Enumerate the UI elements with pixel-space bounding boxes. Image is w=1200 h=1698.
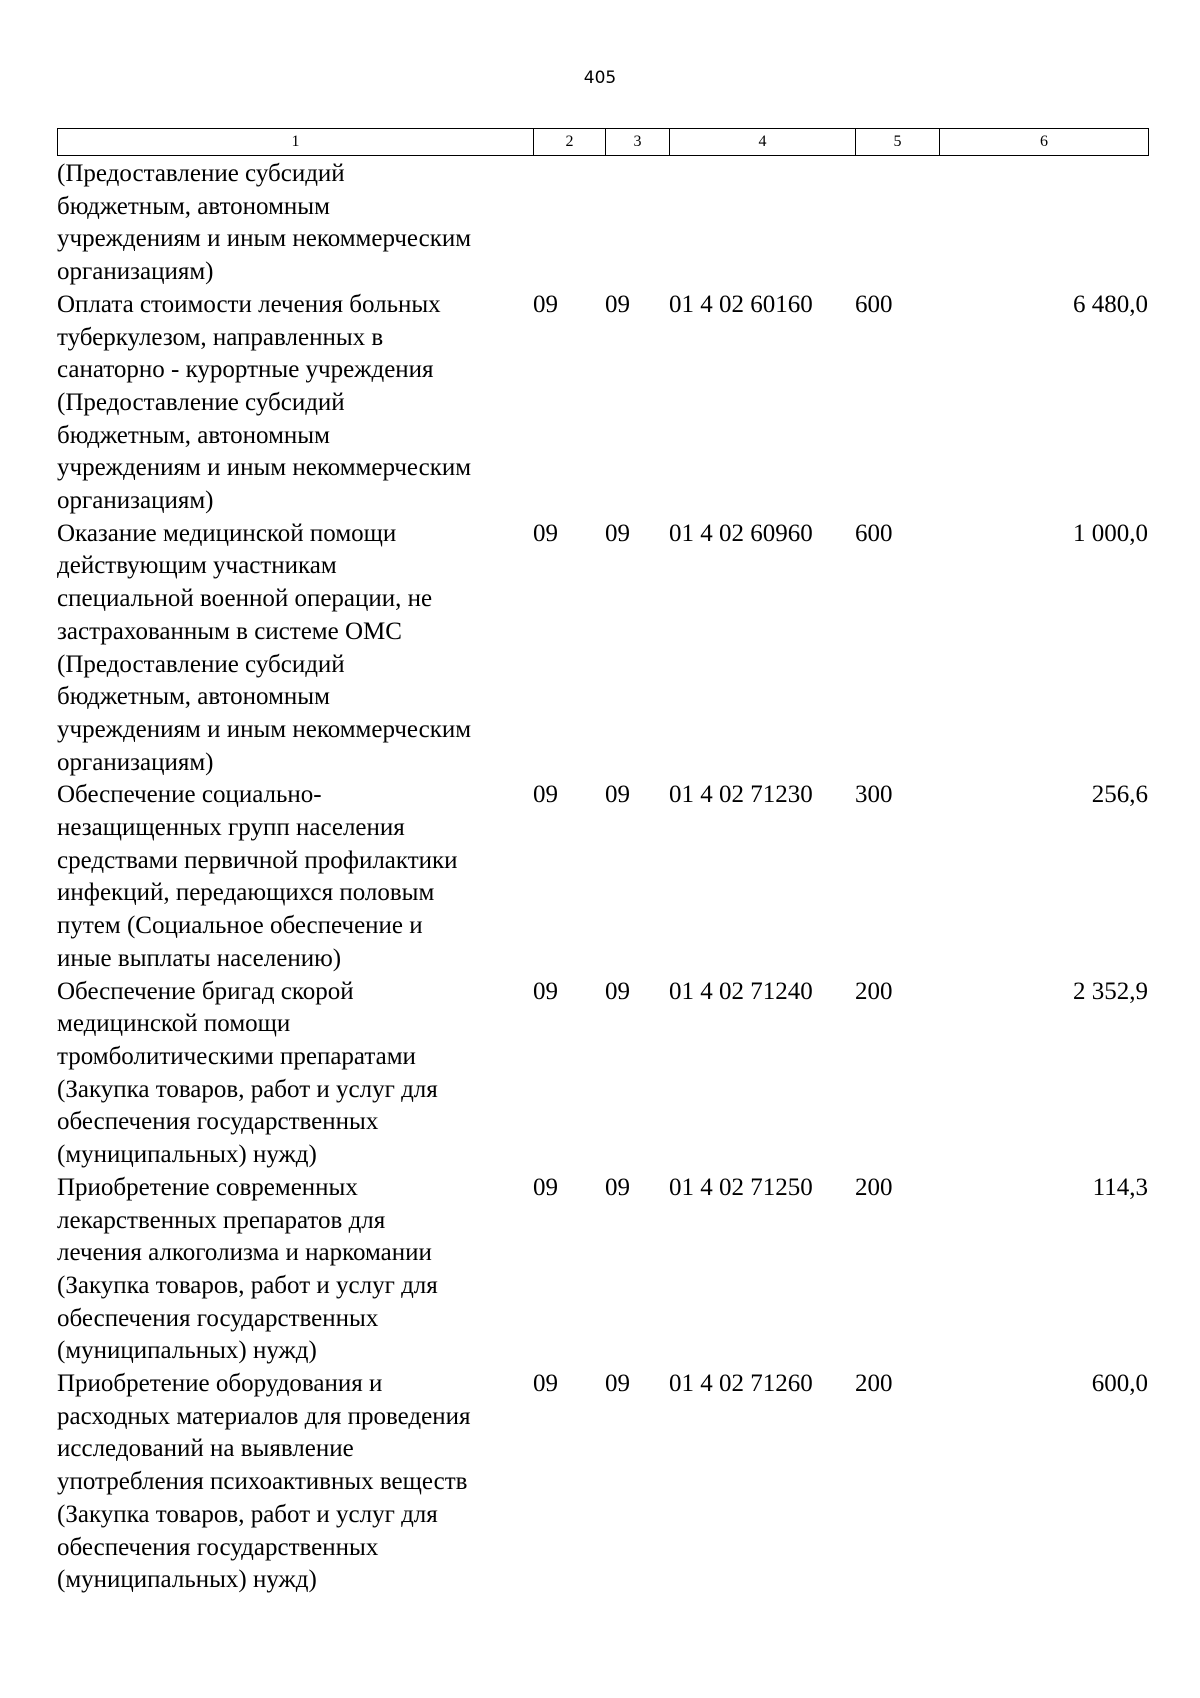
- description-line: организациям): [57, 748, 214, 776]
- expense-type-code: 600: [855, 290, 893, 318]
- row-description: [57, 518, 533, 780]
- target-article-code: 01 4 02 71260: [669, 1370, 813, 1398]
- amount: [939, 158, 1148, 289]
- column-header-5: 5: [856, 129, 940, 156]
- description-line: расходных материалов для проведения: [57, 1402, 471, 1430]
- row-description: [57, 1368, 533, 1597]
- target-article-code: 01 4 02 71240: [669, 977, 813, 1005]
- amount: 6 480,0: [1073, 290, 1148, 318]
- description-line: (Предоставление субсидий: [57, 160, 345, 187]
- subsection-code: 09: [605, 1370, 630, 1398]
- description-line: санаторно - курортные учреждения: [57, 356, 434, 384]
- description-line: иные выплаты населению): [57, 944, 342, 972]
- row-description: [57, 1172, 533, 1368]
- subsection-code: [605, 158, 669, 289]
- description-line: Обеспечение социально-: [57, 781, 322, 809]
- section-code: 09: [533, 290, 558, 318]
- row-description: [57, 976, 533, 1172]
- description-line: путем (Социальное обеспечение и: [57, 912, 423, 940]
- expense-type-code: 600: [855, 519, 893, 547]
- description-line: учреждениям и иным некоммерческим: [57, 715, 472, 743]
- description-line: Приобретение оборудования и: [57, 1370, 383, 1398]
- amount: 600,0: [1091, 1370, 1148, 1398]
- column-header-4: 4: [670, 129, 856, 156]
- description-line: Приобретение современных: [57, 1173, 358, 1201]
- section-code: 09: [533, 781, 558, 809]
- description-line: учреждениям и иным некоммерческим: [57, 454, 472, 482]
- description-line: застрахованным в системе ОМС: [57, 617, 402, 645]
- subsection-code: 09: [605, 977, 630, 1005]
- table-row: [57, 158, 1148, 289]
- table-row: [57, 1172, 1148, 1368]
- section-code: 09: [533, 519, 558, 547]
- section-code: [533, 158, 605, 289]
- description-line: лечения алкоголизма и наркомании: [57, 1239, 432, 1267]
- description-line: медицинской помощи: [57, 1010, 291, 1038]
- row-description: [57, 779, 533, 975]
- subsection-code: 09: [605, 1173, 630, 1201]
- description-line: лекарственных препаратов для: [57, 1206, 386, 1234]
- description-line: (муниципальных) нужд): [57, 1337, 317, 1365]
- description-line: обеспечения государственных: [57, 1533, 379, 1561]
- description-line: тромболитическими препаратами: [57, 1042, 416, 1070]
- column-header-row: [58, 129, 1149, 156]
- subsection-code: 09: [605, 519, 630, 547]
- expense-type-code: 300: [855, 781, 893, 809]
- row-description: [57, 158, 533, 289]
- description-line: туберкулезом, направленных в: [57, 323, 384, 351]
- section-code: 09: [533, 1370, 558, 1398]
- column-header-1: 1: [58, 129, 534, 156]
- table-row: [57, 289, 1148, 518]
- description-line: бюджетным, автономным: [57, 421, 330, 449]
- description-line: незащищенных групп населения: [57, 814, 405, 842]
- description-line: обеспечения государственных: [57, 1108, 379, 1136]
- budget-table-body: [57, 158, 1148, 1597]
- column-header-3: 3: [606, 129, 670, 156]
- description-line: организациям): [57, 258, 214, 286]
- description-line: организациям): [57, 487, 214, 515]
- description-line: бюджетным, автономным: [57, 192, 330, 220]
- description-line: (Закупка товаров, работ и услуг для: [57, 1500, 438, 1528]
- expense-type-code: 200: [855, 1370, 893, 1398]
- target-article-code: [669, 158, 855, 289]
- target-article-code: 01 4 02 71250: [669, 1173, 813, 1201]
- description-line: (муниципальных) нужд): [57, 1566, 317, 1594]
- description-line: (муниципальных) нужд): [57, 1141, 317, 1169]
- page-number: 405: [583, 68, 617, 88]
- description-line: (Предоставление субсидий: [57, 388, 345, 416]
- amount: 114,3: [1092, 1173, 1148, 1201]
- subsection-code: 09: [605, 290, 630, 318]
- description-line: инфекций, передающихся половым: [57, 879, 435, 907]
- section-code: 09: [533, 977, 558, 1005]
- table-row: [57, 1368, 1148, 1597]
- description-line: Оплата стоимости лечения больных: [57, 290, 441, 318]
- column-header-6: 6: [940, 129, 1149, 156]
- description-line: специальной военной операции, не: [57, 585, 433, 613]
- description-line: исследований на выявление: [57, 1435, 354, 1463]
- table-row: [57, 779, 1148, 975]
- description-line: бюджетным, автономным: [57, 683, 330, 711]
- table-row: [57, 518, 1148, 780]
- section-code: 09: [533, 1173, 558, 1201]
- target-article-code: 01 4 02 71230: [669, 781, 813, 809]
- table-row: [57, 976, 1148, 1172]
- description-line: учреждениям и иным некоммерческим: [57, 225, 472, 253]
- description-line: средствами первичной профилактики: [57, 846, 458, 874]
- target-article-code: 01 4 02 60160: [669, 290, 813, 318]
- expense-type-code: 200: [855, 1173, 893, 1201]
- expense-type-code: 200: [855, 977, 893, 1005]
- amount: 2 352,9: [1073, 977, 1148, 1005]
- amount: 256,6: [1091, 781, 1148, 809]
- column-header-2: 2: [534, 129, 606, 156]
- subsection-code: 09: [605, 781, 630, 809]
- description-line: Обеспечение бригад скорой: [57, 977, 354, 1005]
- expense-type-code: [855, 158, 939, 289]
- row-description: [57, 289, 533, 518]
- amount: 1 000,0: [1073, 519, 1148, 547]
- description-line: Оказание медицинской помощи: [57, 519, 397, 547]
- description-line: (Закупка товаров, работ и услуг для: [57, 1271, 438, 1299]
- description-line: употребления психоактивных веществ: [57, 1468, 468, 1496]
- column-header-table: [57, 128, 1149, 156]
- description-line: действующим участникам: [57, 552, 337, 580]
- description-line: (Предоставление субсидий: [57, 650, 345, 678]
- description-line: обеспечения государственных: [57, 1304, 379, 1332]
- target-article-code: 01 4 02 60960: [669, 519, 813, 547]
- description-line: (Закупка товаров, работ и услуг для: [57, 1075, 438, 1103]
